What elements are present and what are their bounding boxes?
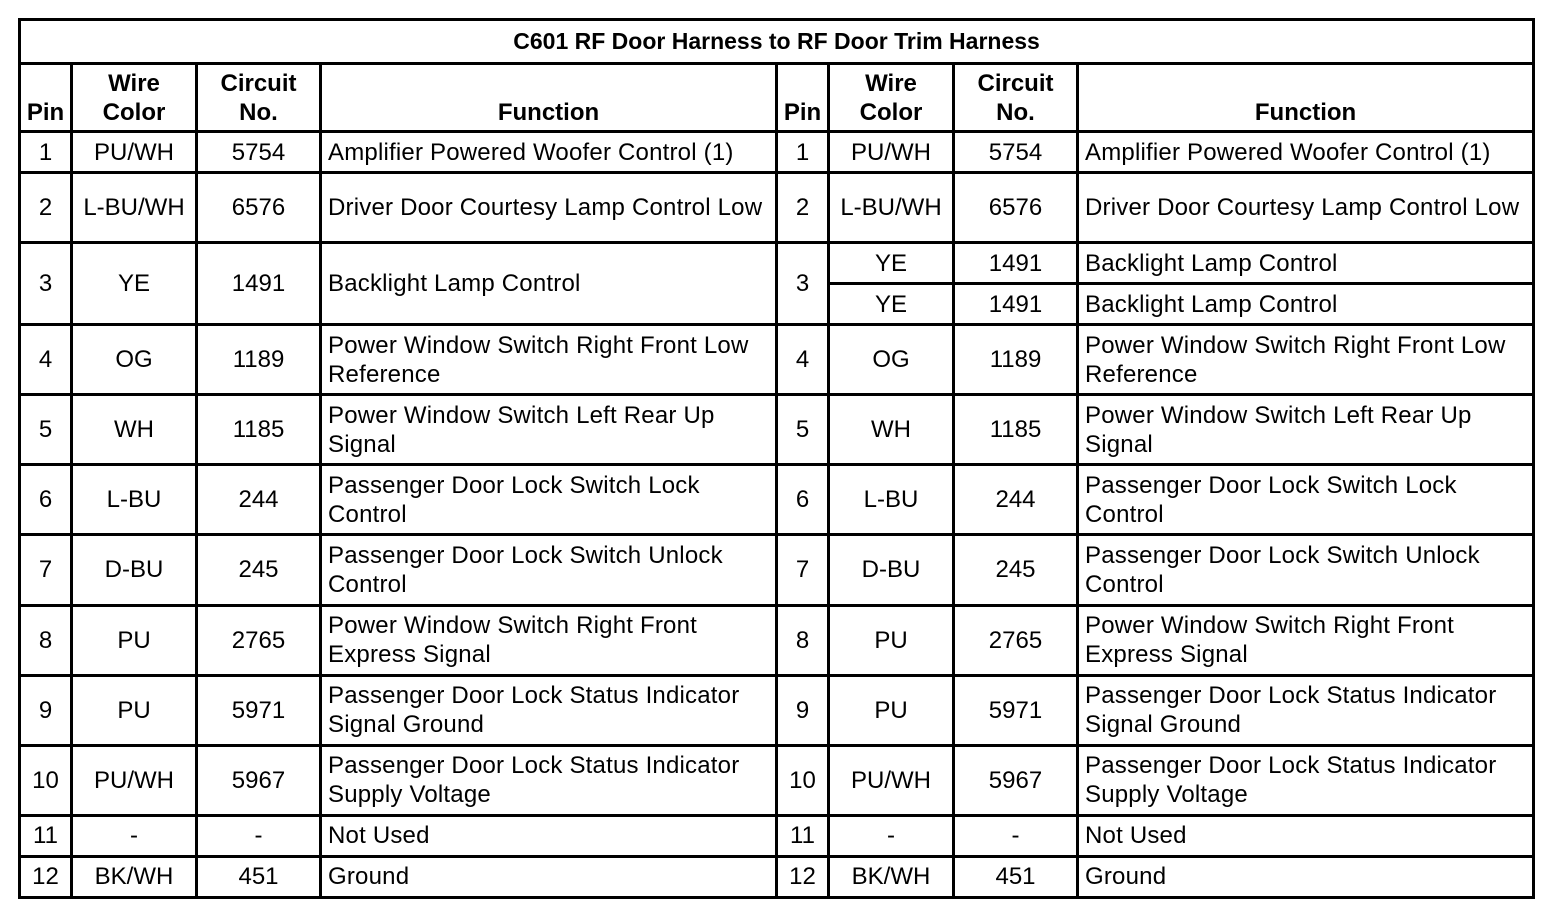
wire-color-cell: PU/WH [829, 132, 954, 173]
wire-color-cell: - [829, 815, 954, 856]
table-title: C601 RF Door Harness to RF Door Trim Harness [20, 20, 1534, 64]
table-row [20, 745, 1534, 815]
circuit-cell: 5754 [197, 132, 321, 173]
circuit-cell: 244 [197, 465, 321, 535]
circuit-cell: 1491 [954, 243, 1078, 284]
pin-cell: 9 [20, 675, 72, 745]
wire-color-cell: OG [72, 325, 197, 395]
circuit-cell: 1185 [197, 395, 321, 465]
circuit-cell: 1491 [197, 243, 321, 325]
wire-color-cell: PU [829, 605, 954, 675]
pin-cell: 10 [20, 745, 72, 815]
function-cell: Backlight Lamp Control [1078, 284, 1534, 325]
wire-color-cell: WH [72, 395, 197, 465]
function-cell: Passenger Door Lock Switch Unlock Control [1078, 535, 1534, 605]
circuit-cell: 451 [954, 856, 1078, 897]
function-cell: Amplifier Powered Woofer Control (1) [1078, 132, 1534, 173]
wire-color-cell: PU/WH [72, 132, 197, 173]
function-cell: Passenger Door Lock Switch Unlock Control [321, 535, 777, 605]
pin-header: Pin [777, 64, 829, 132]
function-cell: Passenger Door Lock Status Indicator Supply Voltage [321, 745, 777, 815]
table-row [20, 465, 1534, 535]
pin-cell: 1 [20, 132, 72, 173]
pin-cell: 3 [20, 243, 72, 325]
wire-color-cell: YE [829, 243, 954, 284]
circuit-cell: - [197, 815, 321, 856]
pin-cell: 7 [777, 535, 829, 605]
table-row [20, 856, 1534, 897]
wire-color-header: Wire Color [829, 64, 954, 132]
wire-color-cell: PU/WH [829, 745, 954, 815]
function-cell: Passenger Door Lock Status Indicator Supply Voltage [1078, 745, 1534, 815]
wire-color-cell: - [72, 815, 197, 856]
circuit-cell: 451 [197, 856, 321, 897]
circuit-cell: 5967 [197, 745, 321, 815]
circuit-cell: 2765 [954, 605, 1078, 675]
function-cell: Power Window Switch Left Rear Up Signal [321, 395, 777, 465]
wire-color-cell: BK/WH [72, 856, 197, 897]
function-cell: Ground [1078, 856, 1534, 897]
pin-cell: 12 [20, 856, 72, 897]
pin-header: Pin [20, 64, 72, 132]
wire-color-cell: D-BU [72, 535, 197, 605]
pin-cell: 9 [777, 675, 829, 745]
circuit-cell: 6576 [197, 173, 321, 243]
wire-color-cell: YE [72, 243, 197, 325]
function-cell: Power Window Switch Right Front Low Reference [1078, 325, 1534, 395]
wire-color-cell: YE [829, 284, 954, 325]
circuit-cell: 5967 [954, 745, 1078, 815]
pin-cell: 3 [777, 243, 829, 325]
pin-cell: 11 [20, 815, 72, 856]
wire-color-header: Wire Color [72, 64, 197, 132]
circuit-cell: 244 [954, 465, 1078, 535]
pin-cell: 5 [20, 395, 72, 465]
circuit-cell: 245 [954, 535, 1078, 605]
header-row [20, 64, 1534, 132]
function-cell: Ground [321, 856, 777, 897]
pin-cell: 1 [777, 132, 829, 173]
pin-cell: 8 [20, 605, 72, 675]
pin-cell: 6 [777, 465, 829, 535]
wire-color-cell: PU/WH [72, 745, 197, 815]
wire-color-cell: WH [829, 395, 954, 465]
table-row [20, 675, 1534, 745]
circuit-cell: 1189 [954, 325, 1078, 395]
circuit-header: Circuit No. [197, 64, 321, 132]
wire-color-cell: OG [829, 325, 954, 395]
table-row [20, 535, 1534, 605]
circuit-cell: - [954, 815, 1078, 856]
wire-color-cell: L-BU [829, 465, 954, 535]
circuit-header: Circuit No. [954, 64, 1078, 132]
wire-color-cell: L-BU/WH [829, 173, 954, 243]
table-row [20, 173, 1534, 243]
function-header: Function [1078, 64, 1534, 132]
wire-color-cell: L-BU/WH [72, 173, 197, 243]
wire-color-cell: PU [72, 605, 197, 675]
circuit-cell: 5971 [954, 675, 1078, 745]
function-cell: Power Window Switch Right Front Low Reference [321, 325, 777, 395]
pin-cell: 8 [777, 605, 829, 675]
wire-color-cell: BK/WH [829, 856, 954, 897]
wire-color-cell: PU [829, 675, 954, 745]
pin-cell: 2 [777, 173, 829, 243]
function-cell: Passenger Door Lock Status Indicator Signal Ground [1078, 675, 1534, 745]
pin-cell: 4 [777, 325, 829, 395]
pin-cell: 6 [20, 465, 72, 535]
pin-cell: 11 [777, 815, 829, 856]
table-row [20, 325, 1534, 395]
pin-cell: 12 [777, 856, 829, 897]
pin-cell: 7 [20, 535, 72, 605]
circuit-cell: 2765 [197, 605, 321, 675]
function-cell: Backlight Lamp Control [321, 243, 777, 325]
table-row [20, 243, 1534, 284]
circuit-cell: 6576 [954, 173, 1078, 243]
function-cell: Power Window Switch Right Front Express Signal [321, 605, 777, 675]
function-cell: Driver Door Courtesy Lamp Control Low [321, 173, 777, 243]
table-row [20, 395, 1534, 465]
circuit-cell: 1189 [197, 325, 321, 395]
circuit-cell: 5754 [954, 132, 1078, 173]
circuit-cell: 1491 [954, 284, 1078, 325]
function-cell: Not Used [1078, 815, 1534, 856]
function-header: Function [321, 64, 777, 132]
pin-cell: 10 [777, 745, 829, 815]
wire-color-cell: L-BU [72, 465, 197, 535]
circuit-cell: 245 [197, 535, 321, 605]
wire-color-cell: D-BU [829, 535, 954, 605]
function-cell: Driver Door Courtesy Lamp Control Low [1078, 173, 1534, 243]
table-row [20, 815, 1534, 856]
function-cell: Passenger Door Lock Switch Lock Control [321, 465, 777, 535]
function-cell: Passenger Door Lock Switch Lock Control [1078, 465, 1534, 535]
function-cell: Power Window Switch Right Front Express Signal [1078, 605, 1534, 675]
wire-color-cell: PU [72, 675, 197, 745]
table-row [20, 132, 1534, 173]
connector-table [18, 18, 1535, 899]
circuit-cell: 5971 [197, 675, 321, 745]
table-row [20, 605, 1534, 675]
pin-cell: 2 [20, 173, 72, 243]
pin-cell: 5 [777, 395, 829, 465]
function-cell: Amplifier Powered Woofer Control (1) [321, 132, 777, 173]
function-cell: Not Used [321, 815, 777, 856]
function-cell: Power Window Switch Left Rear Up Signal [1078, 395, 1534, 465]
circuit-cell: 1185 [954, 395, 1078, 465]
function-cell: Passenger Door Lock Status Indicator Signal Ground [321, 675, 777, 745]
pin-cell: 4 [20, 325, 72, 395]
function-cell: Backlight Lamp Control [1078, 243, 1534, 284]
